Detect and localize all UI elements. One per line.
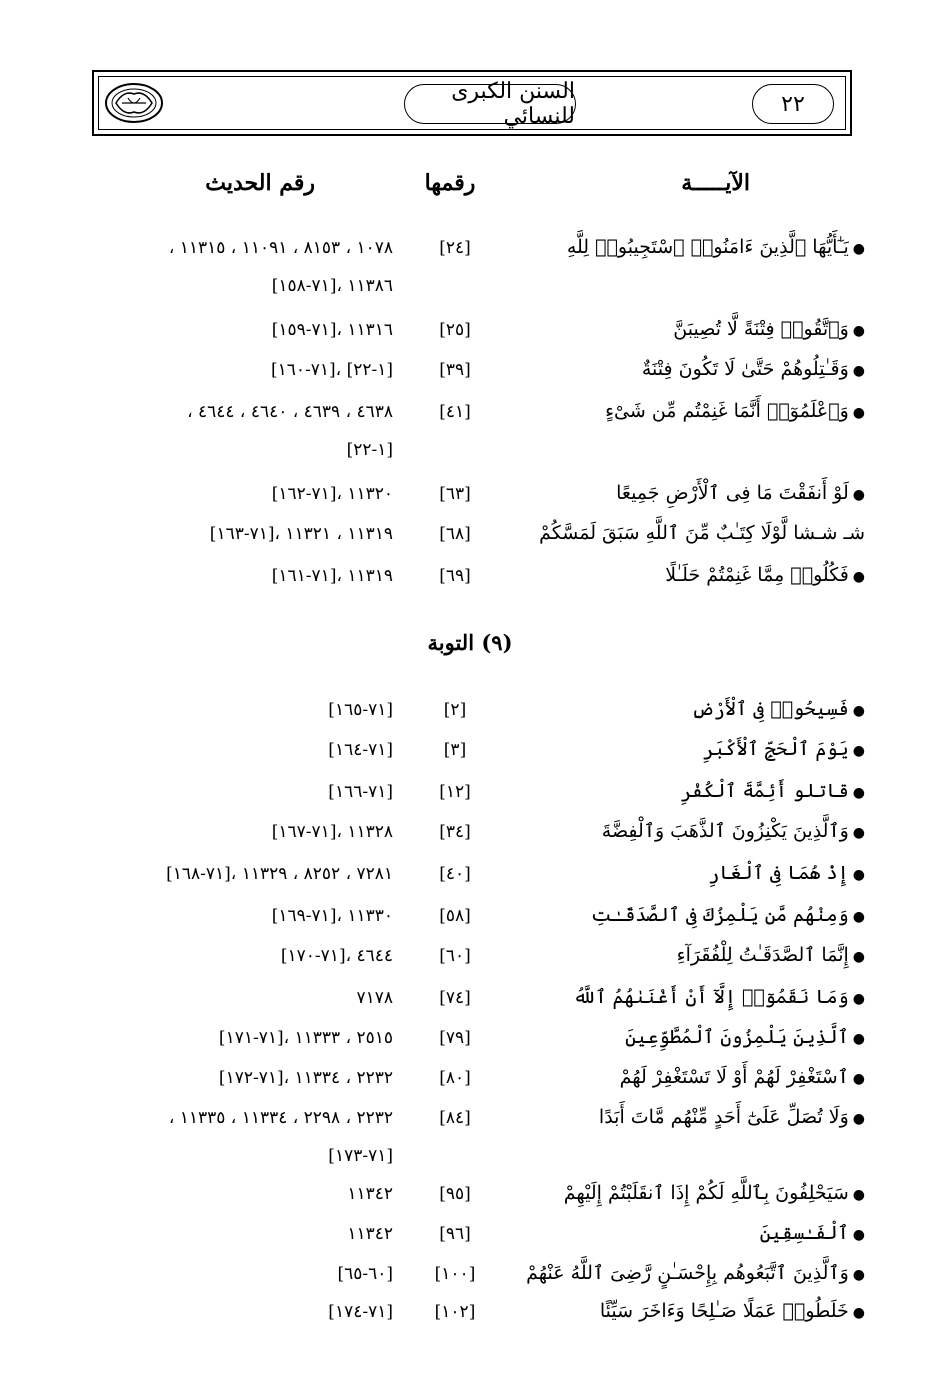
- verse-number: [٢]: [443, 700, 467, 720]
- verse-label: سَيَحْلِفُونَ بِٱللَّهِ لَكُمْ إِذَا ٱنقَلَبْتُمْ إِلَيْهِمْ: [563, 1182, 849, 1204]
- page-header: [92, 70, 852, 136]
- verse-row: [0, 1180, 943, 1214]
- verse-label: فَسِيحُوا۟ فِى ٱلْأَرْضِ: [691, 698, 849, 720]
- verse-row: [0, 1220, 943, 1254]
- verse-number: [١٠٠]: [434, 1264, 476, 1284]
- verse-text: [565, 358, 865, 380]
- verse-row: [0, 234, 943, 296]
- verse-number: [١٢]: [439, 782, 471, 802]
- verse-label: وَمَا نَقَمُوٓا۟ إِلَّآ أَنْ أَغْنَىٰهُمُ ٱللَّهُ: [573, 986, 849, 1008]
- hadith-numbers-continued: ١١٣٨٦ ،[٧١-١٥٨]: [271, 276, 393, 296]
- verse-label: إِذْ هُمَا فِى ٱلْغَارِ: [708, 862, 849, 884]
- verse-label: وَٱعْلَمُوٓا۟ أَنَّمَا غَنِمْتُم مِّن شَىْءٍ: [605, 400, 849, 422]
- verse-label: وَٱتَّقُوا۟ فِتْنَةً لَّا تُصِيبَنَّ: [673, 318, 849, 340]
- verse-number: [٩٥]: [439, 1184, 471, 1204]
- verse-number: [٦٩]: [439, 566, 471, 586]
- verse-row: [0, 1298, 943, 1332]
- verse-label: وَمِنْهُم مَّن يَلْمِزُكَ فِى ٱلصَّدَقَـٰتِ: [590, 904, 849, 926]
- verse-number: [٢٥]: [439, 320, 471, 340]
- ornament-icon: [102, 80, 166, 126]
- verse-text: [526, 1262, 865, 1284]
- hadith-numbers: ٧٢٨١ ، ٨٢٥٢ ، ١١٣٢٩ ،[٧١-١٦٨]: [166, 864, 393, 884]
- page-title: السنن الكبرى للنسائي: [404, 84, 576, 124]
- verse-label: ٱسْتَغْفِرْ لَهُمْ أَوْ لَا تَسْتَغْفِرْ لَهُمْ: [619, 1066, 849, 1088]
- verse-number: [٣٩]: [439, 360, 471, 380]
- verse-text: [539, 522, 865, 544]
- verse-text: [565, 1026, 865, 1048]
- bullet-icon: ●: [852, 363, 865, 379]
- verse-label: إِنَّمَا ٱلصَّدَقَـٰتُ لِلْفُقَرَآءِ: [676, 944, 849, 966]
- hadith-numbers: ٢٥١٥ ، ١١٣٣٣ ،[٧١-١٧١]: [218, 1028, 393, 1048]
- bullet-icon: ●: [852, 1227, 865, 1243]
- verse-row: [0, 520, 943, 554]
- verse-row: [0, 860, 943, 894]
- verse-number: [٧٩]: [439, 1028, 471, 1048]
- verse-text: [565, 738, 865, 760]
- page-number: ٢٢: [752, 84, 834, 124]
- verse-row: [0, 562, 943, 596]
- hadith-numbers: ٧١٧٨: [356, 988, 393, 1008]
- verse-row: [0, 316, 943, 350]
- bullet-icon: ●: [852, 1267, 865, 1283]
- verse-number: [٨٠]: [439, 1068, 471, 1088]
- hadith-numbers: ١١٣١٩ ،[٧١-١٦١]: [271, 566, 393, 586]
- hadith-numbers: ١٠٧٨ ، ٨١٥٣ ، ١١٠٩١ ، ١١٣١٥ ،: [168, 238, 393, 258]
- bullet-icon: ●: [852, 1111, 865, 1127]
- bullet-icon: ●: [852, 991, 865, 1007]
- verse-text: [565, 820, 865, 842]
- bullet-icon: ●: [852, 785, 865, 801]
- verse-row: [0, 778, 943, 812]
- verse-row: [0, 984, 943, 1018]
- verse-number: [٦٨]: [439, 524, 471, 544]
- bullet-icon: ●: [852, 867, 865, 883]
- hadith-numbers: ٤٦٤٤ ،[٧١-١٧٠]: [280, 946, 393, 966]
- verse-text: [565, 400, 865, 422]
- bullet-icon: ●: [852, 825, 865, 841]
- hadith-numbers: ١١٣١٩ ، ١١٣٢١ ،[٧١-١٦٣]: [209, 524, 393, 544]
- hadith-numbers-continued: [٧١-١٧٣]: [328, 1146, 393, 1166]
- bullet-icon: ●: [852, 909, 865, 925]
- verse-label: وَٱلَّذِينَ يَكْنِزُونَ ٱلذَّهَبَ وَٱلْفِضَّةَ: [601, 820, 849, 842]
- bullet-icon: ●: [852, 1031, 865, 1047]
- hadith-numbers: ١١٣٤٢: [347, 1184, 393, 1204]
- bullet-icon: ●: [852, 1187, 865, 1203]
- verse-number: [١٠٢]: [434, 1302, 476, 1322]
- verse-label: قاتلو أَئِمَّةَ ٱلْكُفْرِ: [680, 780, 849, 802]
- verse-label: ٱلَّذِينَ يَلْمِزُونَ ٱلْمُطَّوِّعِينَ: [625, 1026, 849, 1048]
- verse-text: [565, 236, 865, 258]
- bullet-icon: ●: [852, 323, 865, 339]
- verse-number: [٧٤]: [439, 988, 471, 1008]
- verse-text: [565, 482, 865, 504]
- hadith-numbers: [١-٢٢] ،[٧١-١٦٠]: [270, 360, 393, 380]
- verse-text: [565, 780, 865, 802]
- bullet-icon: ●: [852, 405, 865, 421]
- hadith-numbers: [٦٠-٦٥]: [337, 1264, 393, 1284]
- verse-text: [565, 904, 865, 926]
- verse-text: [565, 318, 865, 340]
- verse-label: يَوْمَ ٱلْحَجِّ ٱلْأَكْبَرِ: [703, 738, 849, 760]
- verse-number: [٢٤]: [439, 238, 471, 258]
- column-head-number: رقمها: [424, 170, 476, 196]
- verse-row: [0, 736, 943, 770]
- verse-number: [٤٠]: [439, 864, 471, 884]
- section-title: (٩) التوبة: [427, 630, 513, 655]
- verse-label: وَٱلَّذِينَ ٱتَّبَعُوهُم بِإِحْسَـٰنٍ رَّضِىَ ٱللَّهُ عَنْهُمْ: [526, 1262, 849, 1284]
- verse-row: [0, 1064, 943, 1098]
- verse-text: [565, 986, 865, 1008]
- verse-row: [0, 1024, 943, 1058]
- verse-label: يَـٰٓأَيُّهَا ٱلَّذِينَ ءَامَنُوا۟ ٱسْتَجِيبُوا۟ لِلَّهِ: [566, 236, 849, 258]
- verse-row: [0, 480, 943, 514]
- verse-text: [565, 698, 865, 720]
- hadith-numbers: [٧١-١٦٤]: [328, 740, 393, 760]
- hadith-numbers: ١١٣٤٢: [347, 1224, 393, 1244]
- verse-row: [0, 902, 943, 936]
- verse-label: فَكُلُوا۟ مِمَّا غَنِمْتُمْ حَلَـٰلًا: [665, 564, 849, 586]
- verse-row: [0, 1104, 943, 1166]
- verse-row: [0, 942, 943, 976]
- verse-label: وَقَـٰتِلُوهُمْ حَتَّىٰ لَا تَكُونَ فِتْنَةٌ: [641, 358, 849, 380]
- verse-number: [٦٣]: [439, 484, 471, 504]
- hadith-numbers: ١١٣٢٨ ،[٧١-١٦٧]: [271, 822, 393, 842]
- verse-text: [565, 1222, 865, 1244]
- verse-label: خَلَطُوا۟ عَمَلًا صَـٰلِحًا وَءَاخَرَ سَيِّئًا: [599, 1300, 849, 1322]
- hadith-numbers: ١١٣٣٠ ،[٧١-١٦٩]: [271, 906, 393, 926]
- verse-text: [565, 944, 865, 966]
- verse-number: [٣]: [443, 740, 467, 760]
- verse-number: [٣٤]: [439, 822, 471, 842]
- bullet-icon: ●: [852, 487, 865, 503]
- verse-label: لَوْ أَنفَقْتَ مَا فِى ٱلْأَرْضِ جَمِيعًا: [616, 482, 849, 504]
- hadith-numbers: ١١٣٢٠ ،[٧١-١٦٢]: [271, 484, 393, 504]
- bullet-icon: ●: [852, 1071, 865, 1087]
- hadith-numbers: ٤٦٣٨ ، ٤٦٣٩ ، ٤٦٤٠ ، ٤٦٤٤ ،: [187, 402, 393, 422]
- verse-label: ٱلْفَـٰسِقِينَ: [759, 1222, 849, 1244]
- hadith-numbers: [٧١-١٦٦]: [328, 782, 393, 802]
- bullet-icon: ●: [852, 743, 865, 759]
- verse-row: [0, 696, 943, 730]
- bullet-icon: ●: [852, 1305, 865, 1321]
- verse-number: [٤١]: [439, 402, 471, 422]
- verse-number: [٦٠]: [439, 946, 471, 966]
- verse-row: [0, 818, 943, 852]
- verse-row: [0, 398, 943, 460]
- hadith-numbers: ١١٣١٦ ،[٧١-١٥٩]: [271, 320, 393, 340]
- verse-row: [0, 1260, 943, 1294]
- hadith-numbers: ٢٢٣٢ ، ٢٢٩٨ ، ١١٣٣٤ ، ١١٣٣٥ ،: [168, 1108, 393, 1128]
- verse-text: [565, 1106, 865, 1128]
- column-head-hadith: رقم الحديث: [205, 170, 315, 196]
- verse-number: [٩٦]: [439, 1224, 471, 1244]
- bullet-icon: ●: [852, 949, 865, 965]
- column-head-aya: الآيـــــة: [681, 170, 750, 196]
- hadith-numbers: ٢٢٣٢ ، ١١٣٣٤ ،[٧١-١٧٢]: [218, 1068, 393, 1088]
- hadith-numbers: [٧١-١٧٤]: [328, 1302, 393, 1322]
- verse-text: [565, 564, 865, 586]
- bullet-icon: ●: [852, 241, 865, 257]
- bullet-icon: ●: [852, 569, 865, 585]
- verse-number: [٥٨]: [439, 906, 471, 926]
- verse-number: [٨٤]: [439, 1108, 471, 1128]
- verse-row: [0, 356, 943, 390]
- verse-label: وَلَا تُصَلِّ عَلَىٰٓ أَحَدٍ مِّنْهُم مَّاتَ أَبَدًا: [598, 1106, 849, 1128]
- verse-text: [565, 1066, 865, 1088]
- hadith-numbers: [٧١-١٦٥]: [328, 700, 393, 720]
- verse-text: [565, 1300, 865, 1322]
- verse-text: [565, 1182, 865, 1204]
- hadith-numbers-continued: [١-٢٢]: [346, 440, 393, 460]
- bullet-icon: ●: [852, 703, 865, 719]
- verse-text: [565, 862, 865, 884]
- verse-label: شـ شـشا لَّوْلَا كِتَـٰبٌ مِّنَ ٱللَّهِ سَبَقَ لَمَسَّكُمْ: [539, 522, 865, 544]
